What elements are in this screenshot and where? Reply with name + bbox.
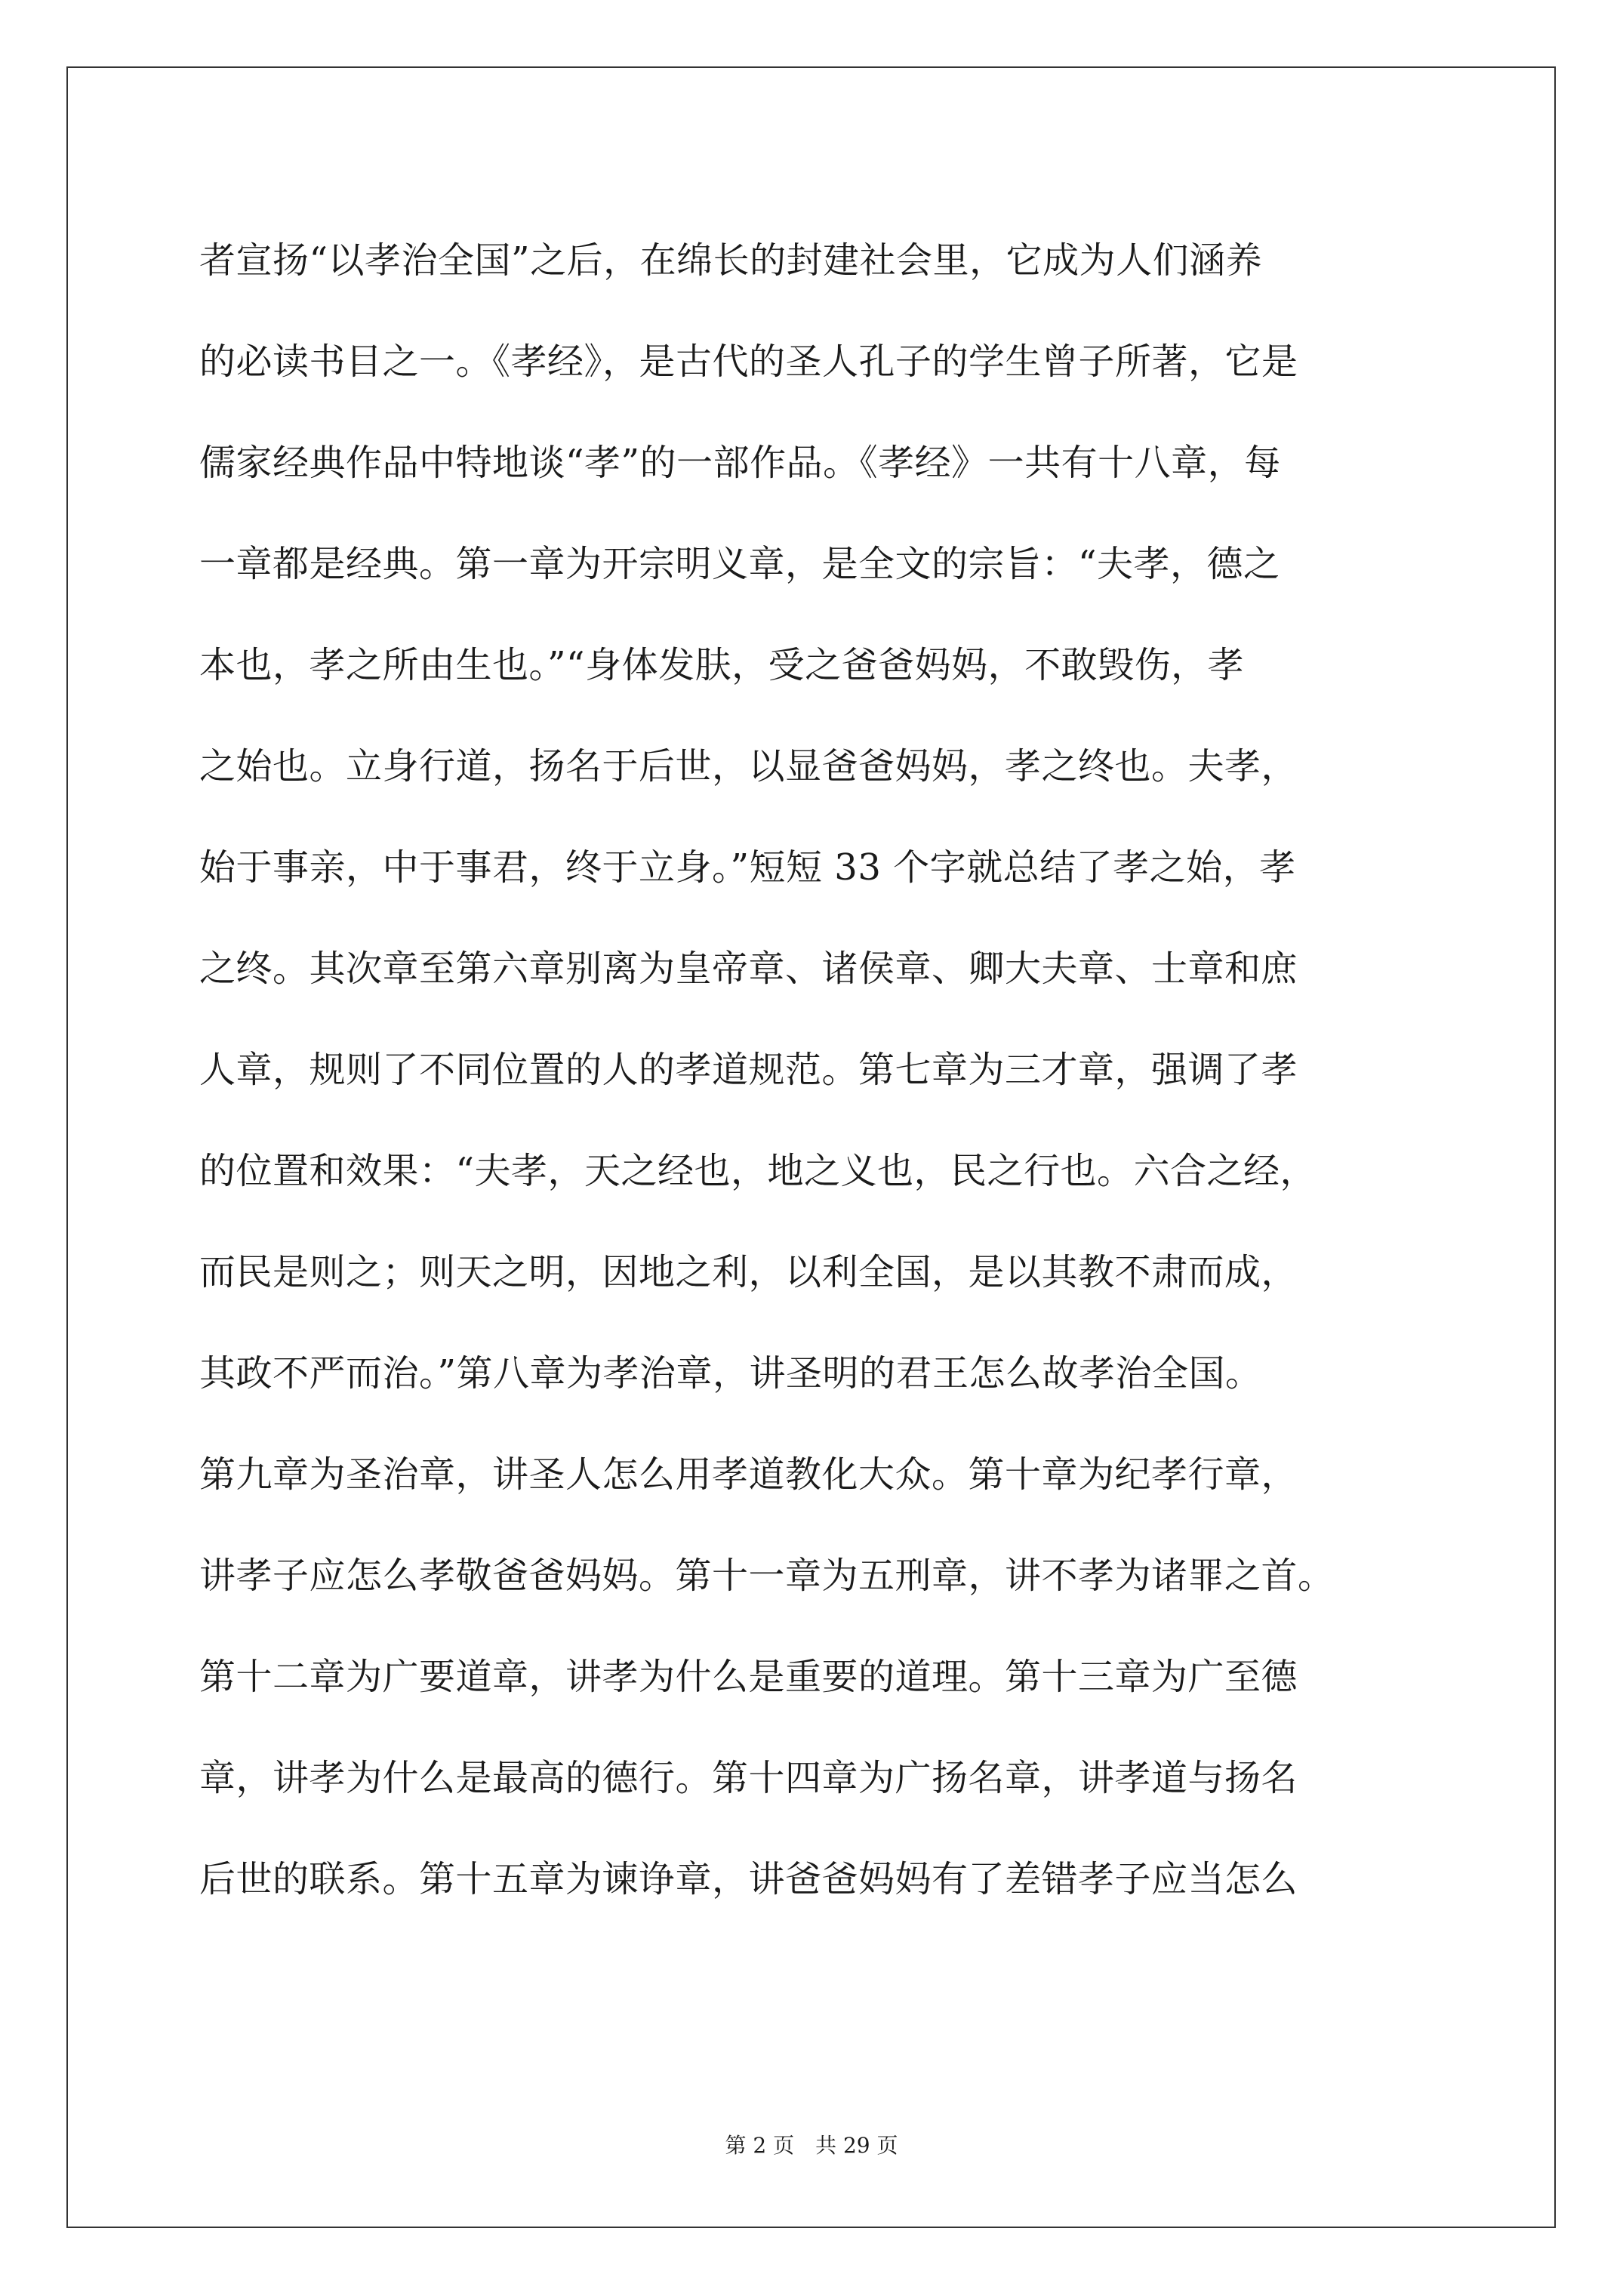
text-line: 章，讲孝为什么是最高的德行。第十四章为广扬名章，讲孝道与扬名 bbox=[199, 1757, 1298, 1799]
body-text bbox=[199, 210, 1422, 1930]
text-line: 其政不严而治。”第八章为孝治章，讲圣明的君王怎么故孝治全国。 bbox=[199, 1352, 1262, 1395]
text-line: 本也，孝之所由生也。”“身体发肤，受之爸爸妈妈，不敢毁伤，孝 bbox=[199, 644, 1245, 686]
text-line: 一章都是经典。第一章为开宗明义章，是全文的宗旨：“夫孝，德之 bbox=[199, 543, 1280, 585]
text-line: 始于事亲，中于事君，终于立身。”短短 33 个字就总结了孝之始，孝 bbox=[199, 846, 1296, 889]
text-line: 后世的联系。第十五章为谏诤章，讲爸爸妈妈有了差错孝子应当怎么 bbox=[199, 1858, 1298, 1900]
text-line: 儒家经典作品中特地谈“孝”的一部作品。《孝经》一共有十八章，每 bbox=[199, 442, 1281, 484]
text-line: 的位置和效果：“夫孝，天之经也，地之义也，民之行也。六合之经， bbox=[199, 1150, 1317, 1192]
text-line: 之始也。立身行道，扬名于后世，以显爸爸妈妈，孝之终也。夫孝， bbox=[199, 745, 1298, 787]
text-line: 的必读书目之一。《孝经》，是古代的圣人孔子的学生曾子所著，它是 bbox=[199, 341, 1298, 383]
text-line: 而民是则之；则天之明，因地之利，以利全国，是以其教不肃而成， bbox=[199, 1251, 1298, 1293]
text-line: 人章，规则了不同位置的人的孝道规范。第七章为三才章，强调了孝 bbox=[199, 1049, 1298, 1091]
text-line: 讲孝子应怎么孝敬爸爸妈妈。第十一章为五刑章，讲不孝为诸罪之首。 bbox=[199, 1555, 1335, 1597]
page-number-footer: 第 2 页 共 29 页 bbox=[725, 2133, 898, 2158]
text-line: 者宣扬“以孝治全国”之后，在绵长的封建社会里，它成为人们涵养 bbox=[199, 239, 1263, 282]
text-line: 之终。其次章至第六章别离为皇帝章、诸侯章、卿大夫章、士章和庶 bbox=[199, 948, 1298, 990]
text-line: 第十二章为广要道章，讲孝为什么是重要的道理。第十三章为广至德 bbox=[199, 1656, 1298, 1698]
text-line: 第九章为圣治章，讲圣人怎么用孝道教化大众。第十章为纪孝行章， bbox=[199, 1453, 1298, 1496]
